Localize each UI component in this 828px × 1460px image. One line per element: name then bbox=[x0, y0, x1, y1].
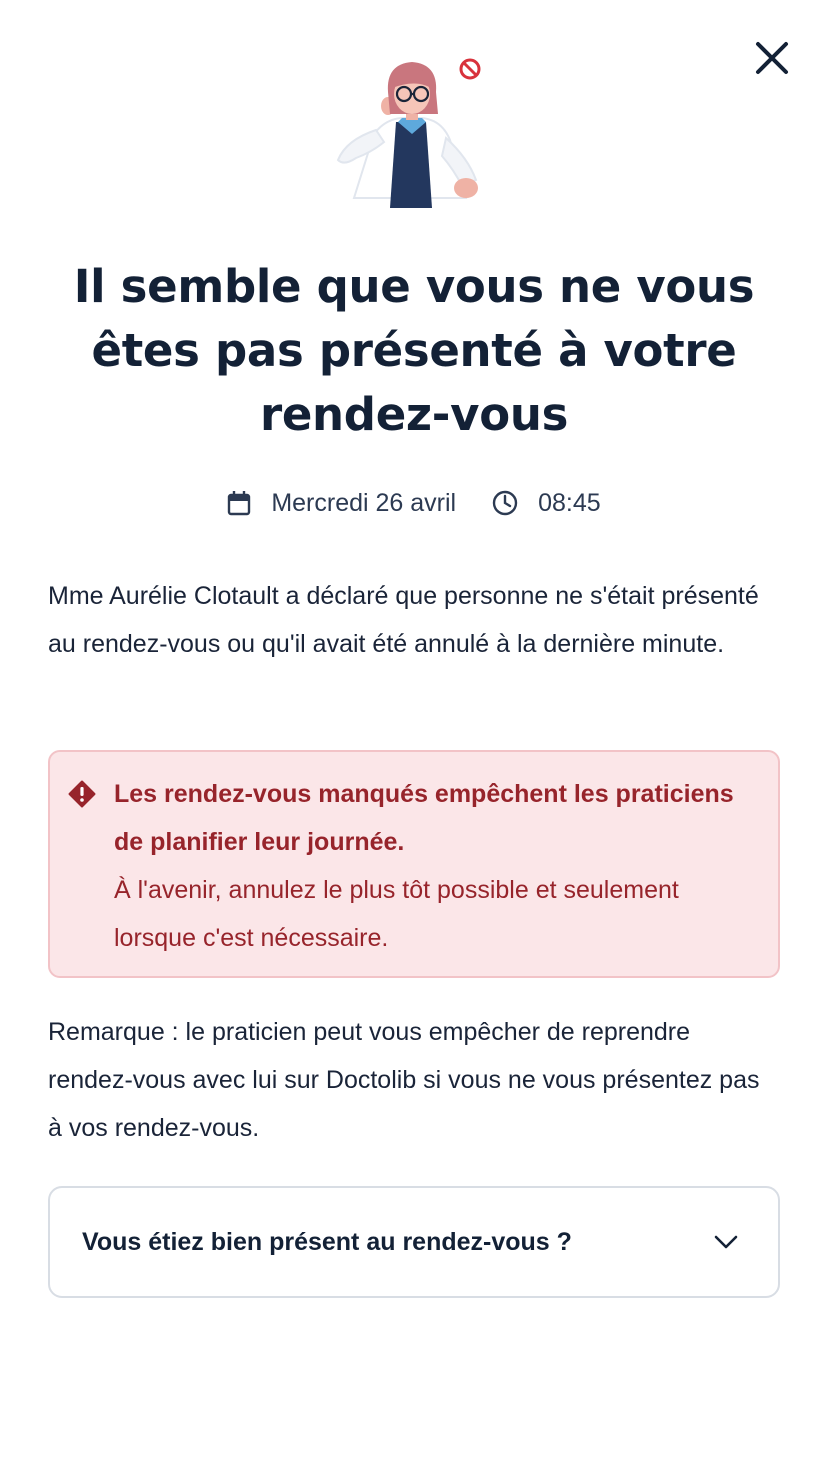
intro-text: Mme Aurélie Clotault a déclaré que personne ne s'était présenté au rendez-vous ou qu'il avait été annulé à la dernière minute. bbox=[48, 582, 759, 658]
close-icon bbox=[755, 41, 789, 75]
appointment-time bbox=[492, 489, 601, 518]
note-text: Remarque : le praticien peut vous empêcher de reprendre rendez-vous avec lui sur Doctolib si vous ne vous présentez pas à vos rendez-vous. bbox=[48, 1018, 760, 1142]
prohibited-icon bbox=[461, 60, 479, 78]
appointment-date-label: Mercredi 26 avril bbox=[271, 488, 457, 517]
page-title: Il semble que vous ne vous êtes pas présenté à votre rendez-vous bbox=[73, 260, 755, 441]
alert-title: Les rendez-vous manqués empêchent les praticiens de planifier leur journée. bbox=[114, 780, 734, 856]
appointment-date bbox=[227, 489, 456, 518]
close-button[interactable] bbox=[748, 34, 796, 82]
chevron-down-icon bbox=[714, 1235, 738, 1249]
alert-text: À l'avenir, annulez le plus tôt possible et seulement lorsque c'est nécessaire. bbox=[114, 876, 679, 952]
doctor-illustration bbox=[326, 48, 496, 210]
clock-icon bbox=[492, 490, 518, 516]
attendance-accordion[interactable] bbox=[48, 1186, 780, 1298]
warning-alert bbox=[48, 750, 780, 978]
appointment-details bbox=[0, 480, 828, 526]
appointment-time-label: 08:45 bbox=[538, 488, 601, 517]
accordion-label: Vous étiez bien présent au rendez-vous ? bbox=[82, 1227, 572, 1256]
calendar-icon bbox=[227, 490, 251, 516]
warning-diamond-icon bbox=[68, 780, 96, 808]
